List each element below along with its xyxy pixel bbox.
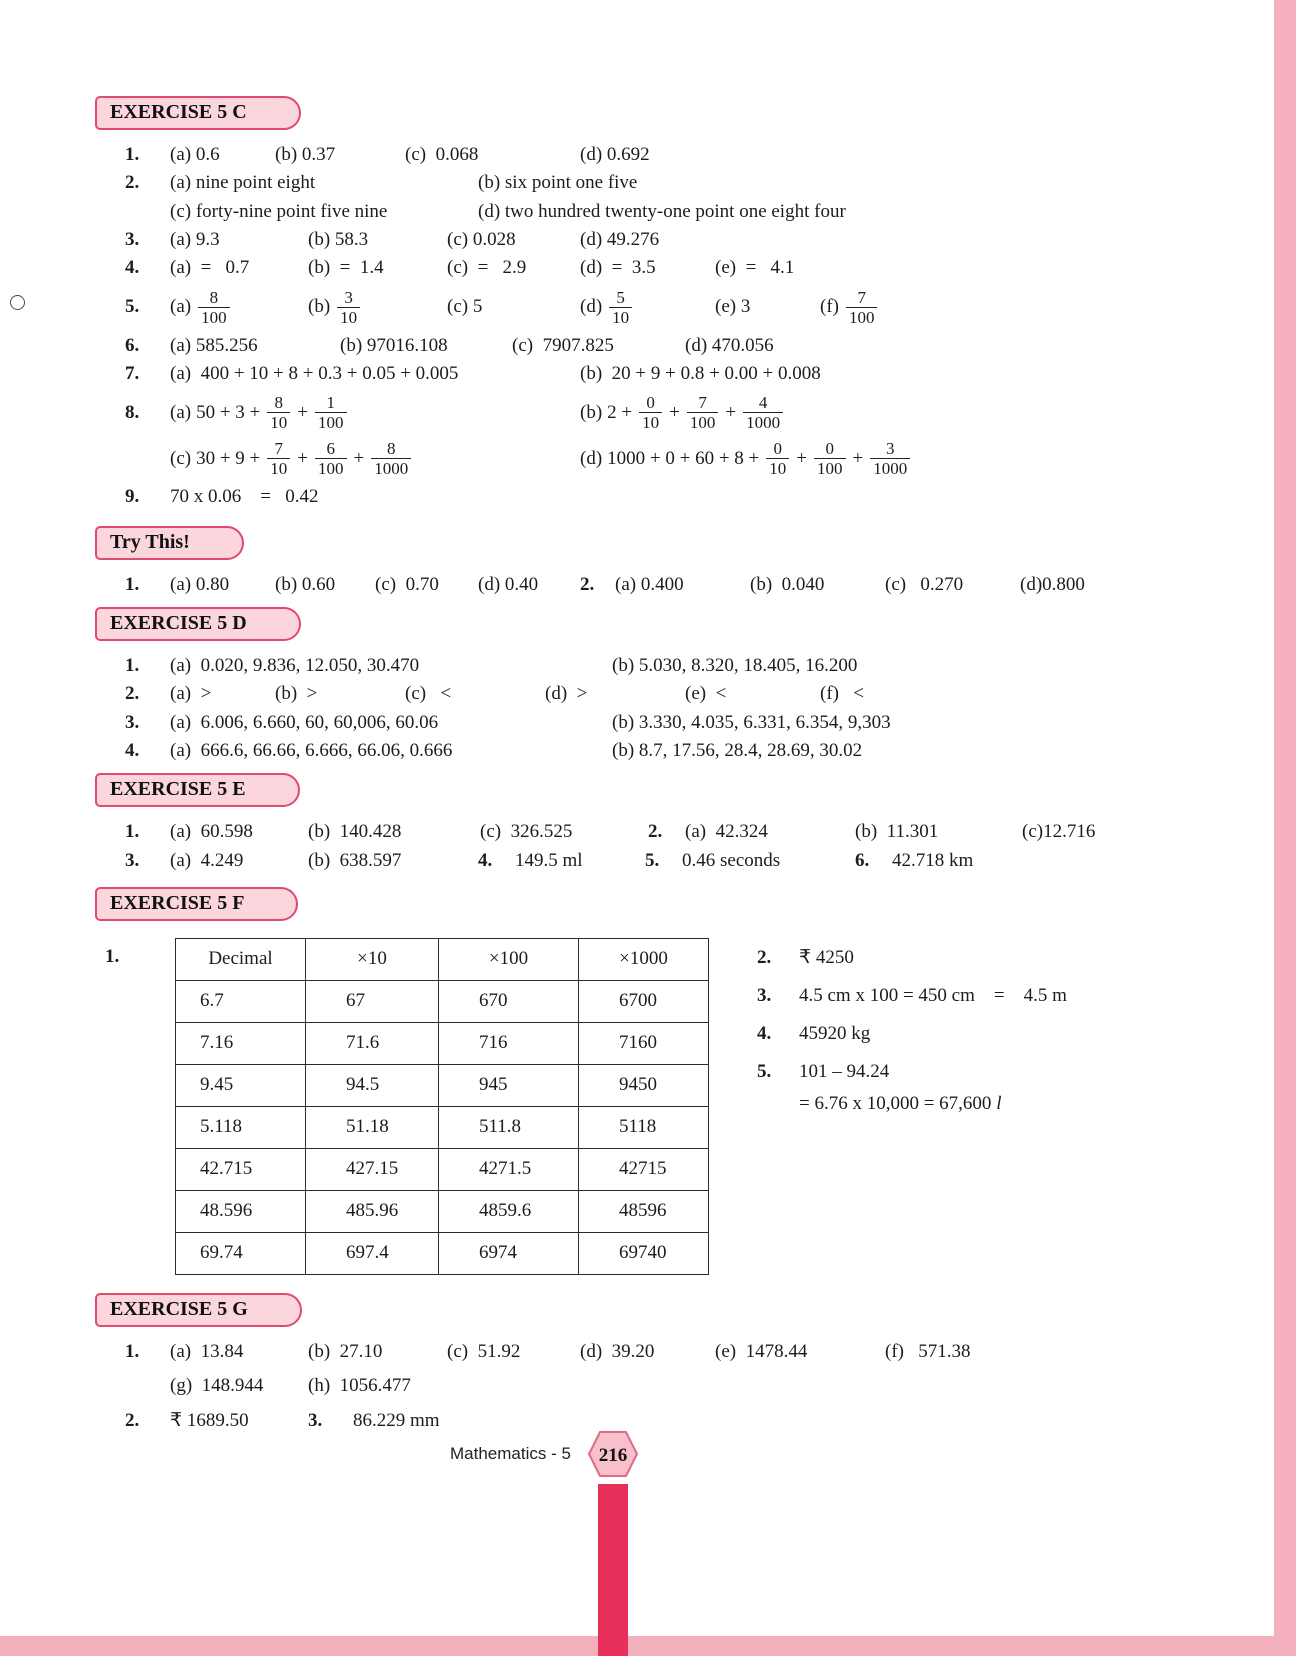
fraction: $\frac{8}{1000}$ <box>371 439 411 478</box>
question-number: 7. <box>125 362 140 384</box>
answer-option: (f) < <box>820 683 864 705</box>
answer-row <box>125 334 1235 358</box>
question-number: 2. <box>757 946 772 968</box>
answer-option: (b) > <box>275 683 318 705</box>
answer-option: (d) $\frac{5}{10}$ <box>580 288 715 327</box>
answer-option: (d) 49.276 <box>580 228 660 250</box>
fraction: $\frac{0}{100}$ <box>814 439 846 478</box>
table-cell: 7.16 <box>176 1022 306 1064</box>
fraction-denominator: 10 <box>609 307 632 327</box>
answer-row <box>125 573 1235 597</box>
answer-option: (d) 0.692 <box>580 144 650 165</box>
answer-option: (a) 6.006, 6.660, 60, 60,006, 60.06 <box>170 711 439 733</box>
answer-option: (e) = 4.1 <box>715 257 795 279</box>
table-cell: 5.118 <box>176 1106 306 1148</box>
answer-option: (a) 42.324 <box>685 821 768 843</box>
question-number: 9. <box>125 486 140 508</box>
fraction-denominator: 10 <box>337 307 360 327</box>
exercise-5g-header: EXERCISE 5 G <box>95 1293 302 1327</box>
question-number: 8. <box>125 401 140 423</box>
question-number: 1. <box>125 144 140 165</box>
answer-option: (b) 140.428 <box>308 821 402 843</box>
table-row <box>176 1022 709 1064</box>
question-number: 3. <box>125 228 140 250</box>
answer-row <box>125 682 1235 706</box>
question-number: 5. <box>125 295 140 317</box>
answer-row <box>125 485 1235 509</box>
table-cell: 5118 <box>579 1106 709 1148</box>
answer-row <box>125 256 1235 280</box>
answer-option: (c) 0.028 <box>447 228 516 250</box>
fraction <box>198 288 230 327</box>
answer-option: (a) 9.3 <box>170 228 220 250</box>
table-cell: 42715 <box>579 1148 709 1190</box>
answer-option: (c) 30 + 9 + $\frac{7}{10}$ + $\frac{6}{100}$ + $\frac{8}{1000}$ <box>170 439 580 478</box>
fraction-numerator: 5 <box>616 287 625 307</box>
answer-row <box>125 1409 1235 1433</box>
fraction: $\frac{0}{10}$ <box>766 439 789 478</box>
answer-option: (c) 0.068 <box>405 144 479 165</box>
question-number: 3. <box>757 984 772 1006</box>
answer-option: (b) 0.60 <box>275 573 336 595</box>
answer-option: (c) = 2.9 <box>447 257 527 279</box>
fraction-numerator: 8 <box>209 287 219 307</box>
fraction-numerator: 7 <box>857 287 866 307</box>
fraction: $\frac{1}{100}$ <box>315 393 347 432</box>
question-number: 4. <box>125 739 140 761</box>
answer-option: (a) 60.598 <box>170 821 253 843</box>
question-number: 4. <box>757 1022 772 1044</box>
table-row <box>176 1106 709 1148</box>
table-cell: 51.18 <box>306 1106 439 1148</box>
answer-row <box>125 1374 1235 1398</box>
page-content <box>95 90 1235 1443</box>
answer-option: (a) 0.6 <box>170 144 220 165</box>
answer-option: (b) $\frac{3}{10}$ <box>308 288 447 327</box>
decorative-ribbon <box>598 1484 628 1656</box>
answer-option: (b) = 1.4 <box>308 257 384 279</box>
table-cell: 48596 <box>579 1190 709 1232</box>
answer-option: (a) 4.249 <box>170 849 244 871</box>
answer-option: (b) 3.330, 4.035, 6.331, 6.354, 9,303 <box>612 711 891 733</box>
answer-option: (c) 0.270 <box>885 573 964 595</box>
answer-option: (d) 39.20 <box>580 1340 655 1362</box>
answer-row <box>125 849 1235 873</box>
table-cell: 945 <box>439 1064 579 1106</box>
answer-option: (b) 638.597 <box>308 849 402 871</box>
answer-option: (a) 0.020, 9.836, 12.050, 30.470 <box>170 655 420 676</box>
answer-value: 101 – 94.24 <box>799 1060 890 1082</box>
question-number: 1. <box>105 945 120 967</box>
answer-option: (c) < <box>405 683 452 705</box>
answer-row <box>125 1340 1235 1364</box>
answer-value: = 6.76 x 10,000 = 67,600 <box>799 1092 997 1114</box>
fraction-numerator: 3 <box>344 287 353 307</box>
table-header-cell: Decimal <box>176 938 306 980</box>
table-cell: 4271.5 <box>439 1148 579 1190</box>
page-number-hexagon <box>587 1430 639 1478</box>
answer-option: 0.46 seconds <box>682 849 781 871</box>
table-cell: 69.74 <box>176 1232 306 1274</box>
answer-option: (a) 0.80 <box>170 573 230 595</box>
fraction: $\frac{8}{10}$ <box>267 393 290 432</box>
question-number: 5. <box>757 1060 772 1082</box>
answer-option: 149.5 ml <box>515 849 583 871</box>
table-cell: 42.715 <box>176 1148 306 1190</box>
question-number: 3. <box>125 711 140 733</box>
answer-option: (a) = 0.7 <box>170 257 250 279</box>
answer-row <box>757 946 1067 969</box>
fraction-denominator: 100 <box>198 307 230 327</box>
answer-value: ₹ 1689.50 <box>170 1409 249 1431</box>
question-number: 2. <box>580 573 595 595</box>
exercise-5f-side-answers <box>757 938 1067 1131</box>
answer-value: 86.229 mm <box>353 1409 440 1431</box>
table-cell: 67 <box>306 980 439 1022</box>
answer-option: (b) 0.040 <box>750 573 825 595</box>
answer-option: (a) 400 + 10 + 8 + 0.3 + 0.05 + 0.005 <box>170 362 459 384</box>
answer-option: (b) 2 + $\frac{0}{10}$ + $\frac{7}{100}$ + $\frac{4}{1000}$ <box>580 393 785 432</box>
fraction: $\frac{4}{1000}$ <box>743 393 783 432</box>
answer-option: (b) 0.37 <box>275 144 336 165</box>
answer-option: (d) 1000 + 0 + 60 + 8 + $\frac{0}{10}$ + $\frac{0}{100}$ + $\frac{3}{1000}$ <box>580 439 912 478</box>
answer-option: (c) 5 <box>447 295 483 317</box>
table-header-row <box>176 938 709 980</box>
answer-option: 70 x 0.06 = 0.42 <box>170 486 319 508</box>
exercise-5c-header: EXERCISE 5 C <box>95 96 301 130</box>
answer-option: (b) 20 + 9 + 0.8 + 0.00 + 0.008 <box>580 362 821 384</box>
question-number: 2. <box>125 1409 140 1431</box>
answer-option: (e) 1478.44 <box>715 1340 808 1362</box>
page-edge-band-right <box>1274 0 1296 1656</box>
answer-option: (a) > <box>170 683 212 705</box>
answer-row <box>125 362 1235 386</box>
table-row <box>176 980 709 1022</box>
question-number: 5. <box>645 849 660 871</box>
answer-option: (d) 0.40 <box>478 573 539 595</box>
table-cell: 9450 <box>579 1064 709 1106</box>
answer-row <box>125 393 1235 432</box>
table-cell: 485.96 <box>306 1190 439 1232</box>
page-footer <box>450 1430 639 1478</box>
answer-value: 45920 kg <box>799 1022 871 1044</box>
table-cell: 6.7 <box>176 980 306 1022</box>
table-header-cell: ×1000 <box>579 938 709 980</box>
answer-option: (d) two hundred twenty-one point one eight four <box>478 200 846 222</box>
table-header-cell: ×100 <box>439 938 579 980</box>
answer-option: (b) 27.10 <box>308 1340 383 1362</box>
table-row <box>176 1064 709 1106</box>
answer-option: (a) 50 + 3 + $\frac{8}{10}$ + $\frac{1}{100}$ <box>170 393 580 432</box>
answer-row <box>125 711 1235 735</box>
question-number: 1. <box>125 1340 140 1362</box>
answer-row <box>125 820 1235 844</box>
question-number: 2. <box>125 683 140 705</box>
answer-option: (h) 1056.477 <box>308 1375 411 1397</box>
table-cell: 7160 <box>579 1022 709 1064</box>
answer-option: (d)0.800 <box>1020 573 1085 595</box>
answer-option: (c) 0.70 <box>375 573 439 595</box>
answer-option: (a) nine point eight <box>170 172 316 194</box>
question-number: 3. <box>308 1409 323 1431</box>
table-header-cell: ×10 <box>306 938 439 980</box>
question-number: 6. <box>125 334 140 356</box>
fraction: $\frac{3}{1000}$ <box>870 439 910 478</box>
table-cell: 71.6 <box>306 1022 439 1064</box>
answer-option: (a) 13.84 <box>170 1340 244 1362</box>
try-this-header: Try This! <box>95 526 244 560</box>
punch-hole-mark <box>10 295 25 310</box>
table-cell: 511.8 <box>439 1106 579 1148</box>
answer-option: (a) 0.400 <box>615 573 684 595</box>
answer-option: (b) 58.3 <box>308 228 369 250</box>
table-cell: 9.45 <box>176 1064 306 1106</box>
answer-row <box>757 985 1067 1007</box>
answer-row <box>125 288 1235 327</box>
answer-option: (c)12.716 <box>1022 821 1096 843</box>
answer-option: (b) 97016.108 <box>340 334 448 356</box>
answer-option: (d) = 3.5 <box>580 257 656 279</box>
answer-row <box>125 228 1235 252</box>
table-cell: 94.5 <box>306 1064 439 1106</box>
exercise-5f-header: EXERCISE 5 F <box>95 887 298 921</box>
question-number: 6. <box>855 849 870 871</box>
answer-option: (e) < <box>685 683 727 705</box>
answer-row <box>125 654 1235 678</box>
table-cell: 48.596 <box>176 1190 306 1232</box>
answer-option: (d) 470.056 <box>685 334 774 356</box>
table-cell: 6974 <box>439 1232 579 1274</box>
answer-option: (c) forty-nine point five nine <box>170 200 388 222</box>
question-number: 1. <box>125 821 140 843</box>
answer-row <box>125 439 1235 478</box>
question-number: 2. <box>125 172 140 194</box>
answer-option: 42.718 km <box>892 849 974 871</box>
table-cell: 4859.6 <box>439 1190 579 1232</box>
answer-value: 4.5 cm x 100 = 450 cm = 4.5 m <box>799 984 1067 1006</box>
page-number: 216 <box>598 1445 628 1466</box>
answer-row <box>125 143 1235 167</box>
table-cell: 670 <box>439 980 579 1022</box>
question-number: 4. <box>125 257 140 279</box>
answer-option: (a) 666.6, 66.66, 6.666, 66.06, 0.666 <box>170 739 453 761</box>
table-row <box>176 1190 709 1232</box>
answer-option: (f) 571.38 <box>885 1340 971 1362</box>
answer-option: (a) $\frac{8}{100}$ <box>170 288 308 327</box>
fraction <box>846 288 878 327</box>
fraction: $\frac{6}{100}$ <box>315 439 347 478</box>
answer-row <box>757 1093 1067 1115</box>
fraction: $\frac{0}{10}$ <box>639 393 662 432</box>
answer-option: (b) six point one five <box>478 172 638 194</box>
decimal-multiplication-table <box>175 938 709 1275</box>
fraction-denominator: 100 <box>846 307 878 327</box>
table-cell: 6700 <box>579 980 709 1022</box>
question-number: 4. <box>478 849 493 871</box>
question-number: 1. <box>125 655 140 676</box>
question-number: 3. <box>125 849 140 871</box>
answer-option: (g) 148.944 <box>170 1375 264 1397</box>
table-row <box>176 1148 709 1190</box>
table-cell: 427.15 <box>306 1148 439 1190</box>
exercise-5e-header: EXERCISE 5 E <box>95 773 300 807</box>
question-number: 2. <box>648 821 663 843</box>
answer-row <box>125 739 1235 763</box>
answer-row <box>125 200 1235 224</box>
answer-option: (b) 8.7, 17.56, 28.4, 28.69, 30.02 <box>612 739 863 761</box>
table-row <box>176 1232 709 1274</box>
footer-book-title: Mathematics - 5 <box>450 1444 571 1463</box>
answer-option: (c) 51.92 <box>447 1340 521 1362</box>
answer-option: (d) > <box>545 683 588 705</box>
exercise-5d-header: EXERCISE 5 D <box>95 607 301 641</box>
litre-unit: l <box>996 1092 1002 1114</box>
answer-option: (b) 5.030, 8.320, 18.405, 16.200 <box>612 655 858 676</box>
table-cell: 69740 <box>579 1232 709 1274</box>
answer-row <box>757 1061 1067 1083</box>
answer-option: (c) 7907.825 <box>512 334 614 356</box>
fraction: $\frac{7}{10}$ <box>267 439 290 478</box>
fraction <box>609 288 632 327</box>
question-number: 1. <box>125 573 140 595</box>
answer-option: (b) 11.301 <box>855 821 939 843</box>
fraction: $\frac{7}{100}$ <box>687 393 719 432</box>
table-cell: 697.4 <box>306 1232 439 1274</box>
answer-value: ₹ 4250 <box>799 946 854 968</box>
answer-row <box>757 1023 1067 1045</box>
table-cell: 716 <box>439 1022 579 1064</box>
answer-option: (f) $\frac{7}{100}$ <box>820 288 879 327</box>
answer-option: (e) 3 <box>715 295 751 317</box>
answer-row <box>125 171 1235 195</box>
answer-option: (c) 326.525 <box>480 821 573 843</box>
page-edge-band-bottom <box>0 1636 1296 1656</box>
fraction <box>337 288 360 327</box>
answer-option: (a) 585.256 <box>170 334 258 356</box>
exercise-5f-body <box>105 938 1235 1275</box>
